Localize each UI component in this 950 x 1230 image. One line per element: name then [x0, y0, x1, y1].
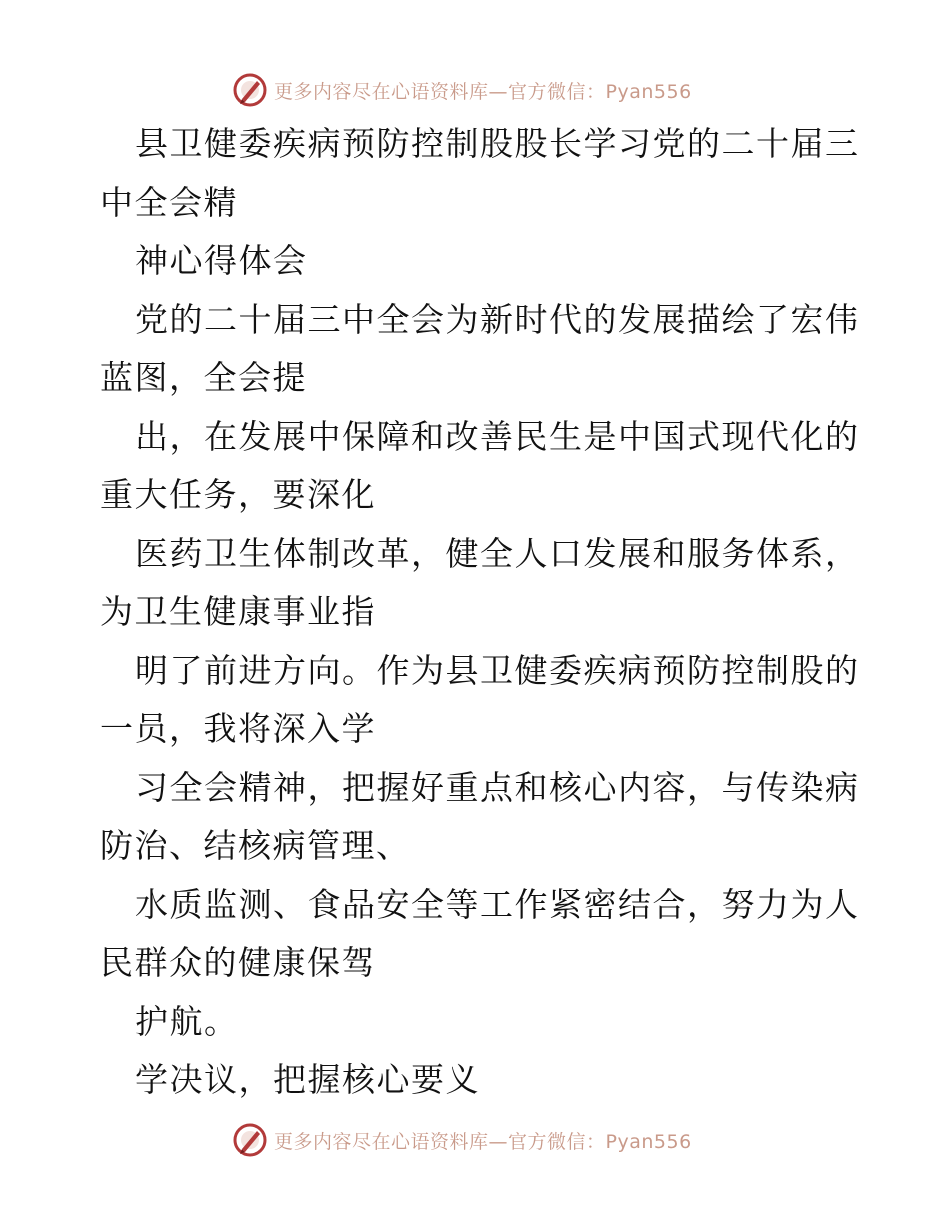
text-line: 出，在发展中保障和改善民生是中国式现代化的 — [135, 416, 860, 456]
watermark-header — [232, 70, 692, 110]
text-line: 神心得体会 — [135, 241, 308, 280]
document-body — [100, 115, 860, 1110]
pen-logo-icon — [232, 72, 268, 108]
text-line: 党的二十届三中全会为新时代的发展描绘了宏伟 — [135, 299, 860, 339]
text-line: 一员，我将深入学 — [100, 709, 376, 748]
text-line: 防治、结核病管理、 — [100, 826, 411, 865]
text-line: 重大任务，要深化 — [100, 475, 376, 514]
text-line: 护航。 — [135, 1001, 239, 1041]
text-line: 县卫健委疾病预防控制股股长学习党的二十届三 — [135, 124, 860, 163]
text-line: 水质监测、食品安全等工作紧密结合，努力为人 — [135, 884, 860, 924]
text-line: 医药卫生体制改革，健全人口发展和服务体系， — [135, 533, 860, 573]
watermark-text: 更多内容尽在心语资料库—官方微信：Pyan556 — [274, 80, 692, 103]
watermark-text: 更多内容尽在心语资料库—官方微信：Pyan556 — [274, 1130, 692, 1153]
text-line: 为卫生健康事业指 — [100, 592, 376, 631]
watermark-footer — [232, 1120, 692, 1160]
pen-logo-icon — [232, 1122, 268, 1158]
text-line: 中全会精 — [100, 182, 238, 222]
text-line: 蓝图，全会提 — [100, 358, 307, 397]
text-line: 明了前进方向。作为县卫健委疾病预防控制股的 — [135, 650, 860, 690]
text-line: 习全会精神，把握好重点和核心内容，与传染病 — [135, 767, 860, 807]
text-line: 民群众的健康保驾 — [100, 943, 376, 982]
text-line: 学决议，把握核心要义 — [135, 1060, 480, 1099]
